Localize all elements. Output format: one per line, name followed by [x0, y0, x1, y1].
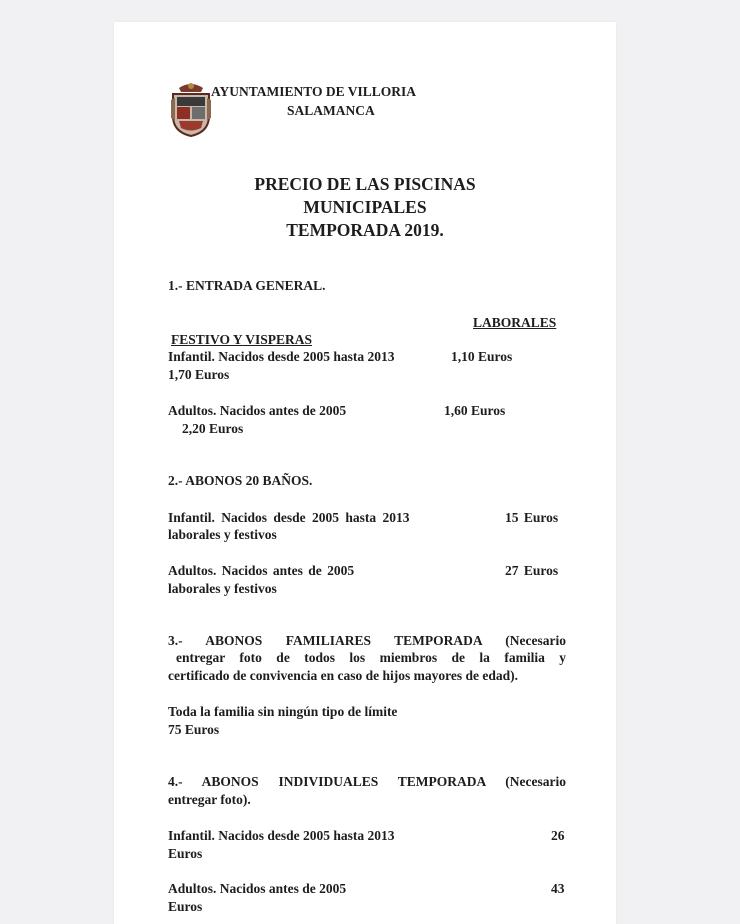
s3-family-label: Toda la familia sin ningún tipo de límite [168, 704, 398, 719]
s4-adultos-price: 43 [551, 881, 565, 896]
s2-infantil-price: 15 Euros [505, 510, 559, 525]
section3-text-line2: entregar foto de todos los miembros de la familia y [176, 650, 566, 665]
org-province: SALAMANCA [287, 103, 375, 118]
section4-heading: 4.- ABONOS INDIVIDUALES TEMPORADA (Necesario [168, 774, 566, 789]
s1-adultos-festivo: 2,20 Euros [182, 421, 244, 436]
s1-infantil-laborales: 1,10 Euros [451, 349, 513, 364]
s4-adultos-unit: Euros [168, 899, 203, 914]
section3-heading: 3.- ABONOS FAMILIARES TEMPORADA (Necesario [168, 633, 566, 648]
section4-text-line2: entregar foto). [168, 792, 251, 807]
section3-text-line3: certificado de convivencia en caso de hijos mayores de edad). [168, 668, 518, 683]
s2-infantil-note: laborales y festivos [168, 527, 277, 542]
page-title-line2: MUNICIPALES [303, 197, 427, 217]
org-name: AYUNTAMIENTO DE VILLORIA [211, 84, 417, 99]
col-festivo-header: FESTIVO Y VISPERAS [171, 332, 313, 347]
s1-infantil-label: Infantil. Nacidos desde 2005 hasta 2013 [168, 349, 395, 364]
s3-family-price: 75 Euros [168, 722, 220, 737]
s4-infantil-price: 26 [551, 828, 565, 843]
section2-heading: 2.- ABONOS 20 BAÑOS. [168, 473, 313, 488]
s4-infantil-label: Infantil. Nacidos desde 2005 hasta 2013 [168, 828, 395, 843]
col-laborales-header: LABORALES [473, 315, 557, 330]
page-title-line3: TEMPORADA 2019. [286, 220, 444, 240]
s4-infantil-unit: Euros [168, 846, 203, 861]
document-page [114, 22, 616, 924]
s1-adultos-label: Adultos. Nacidos antes de 2005 [168, 403, 347, 418]
page-title-line1: PRECIO DE LAS PISCINAS [254, 174, 476, 194]
s1-infantil-festivo: 1,70 Euros [168, 367, 230, 382]
coat-of-arms-icon [169, 80, 213, 138]
s4-adultos-label: Adultos. Nacidos antes de 2005 [168, 881, 347, 896]
s2-infantil-label: Infantil. Nacidos desde 2005 hasta 2013 [168, 510, 410, 525]
s2-adultos-price: 27 Euros [505, 563, 559, 578]
s2-adultos-note: laborales y festivos [168, 581, 277, 596]
s1-adultos-laborales: 1,60 Euros [444, 403, 506, 418]
s2-adultos-label: Adultos. Nacidos antes de 2005 [168, 563, 355, 578]
section1-heading: 1.- ENTRADA GENERAL. [168, 278, 326, 293]
